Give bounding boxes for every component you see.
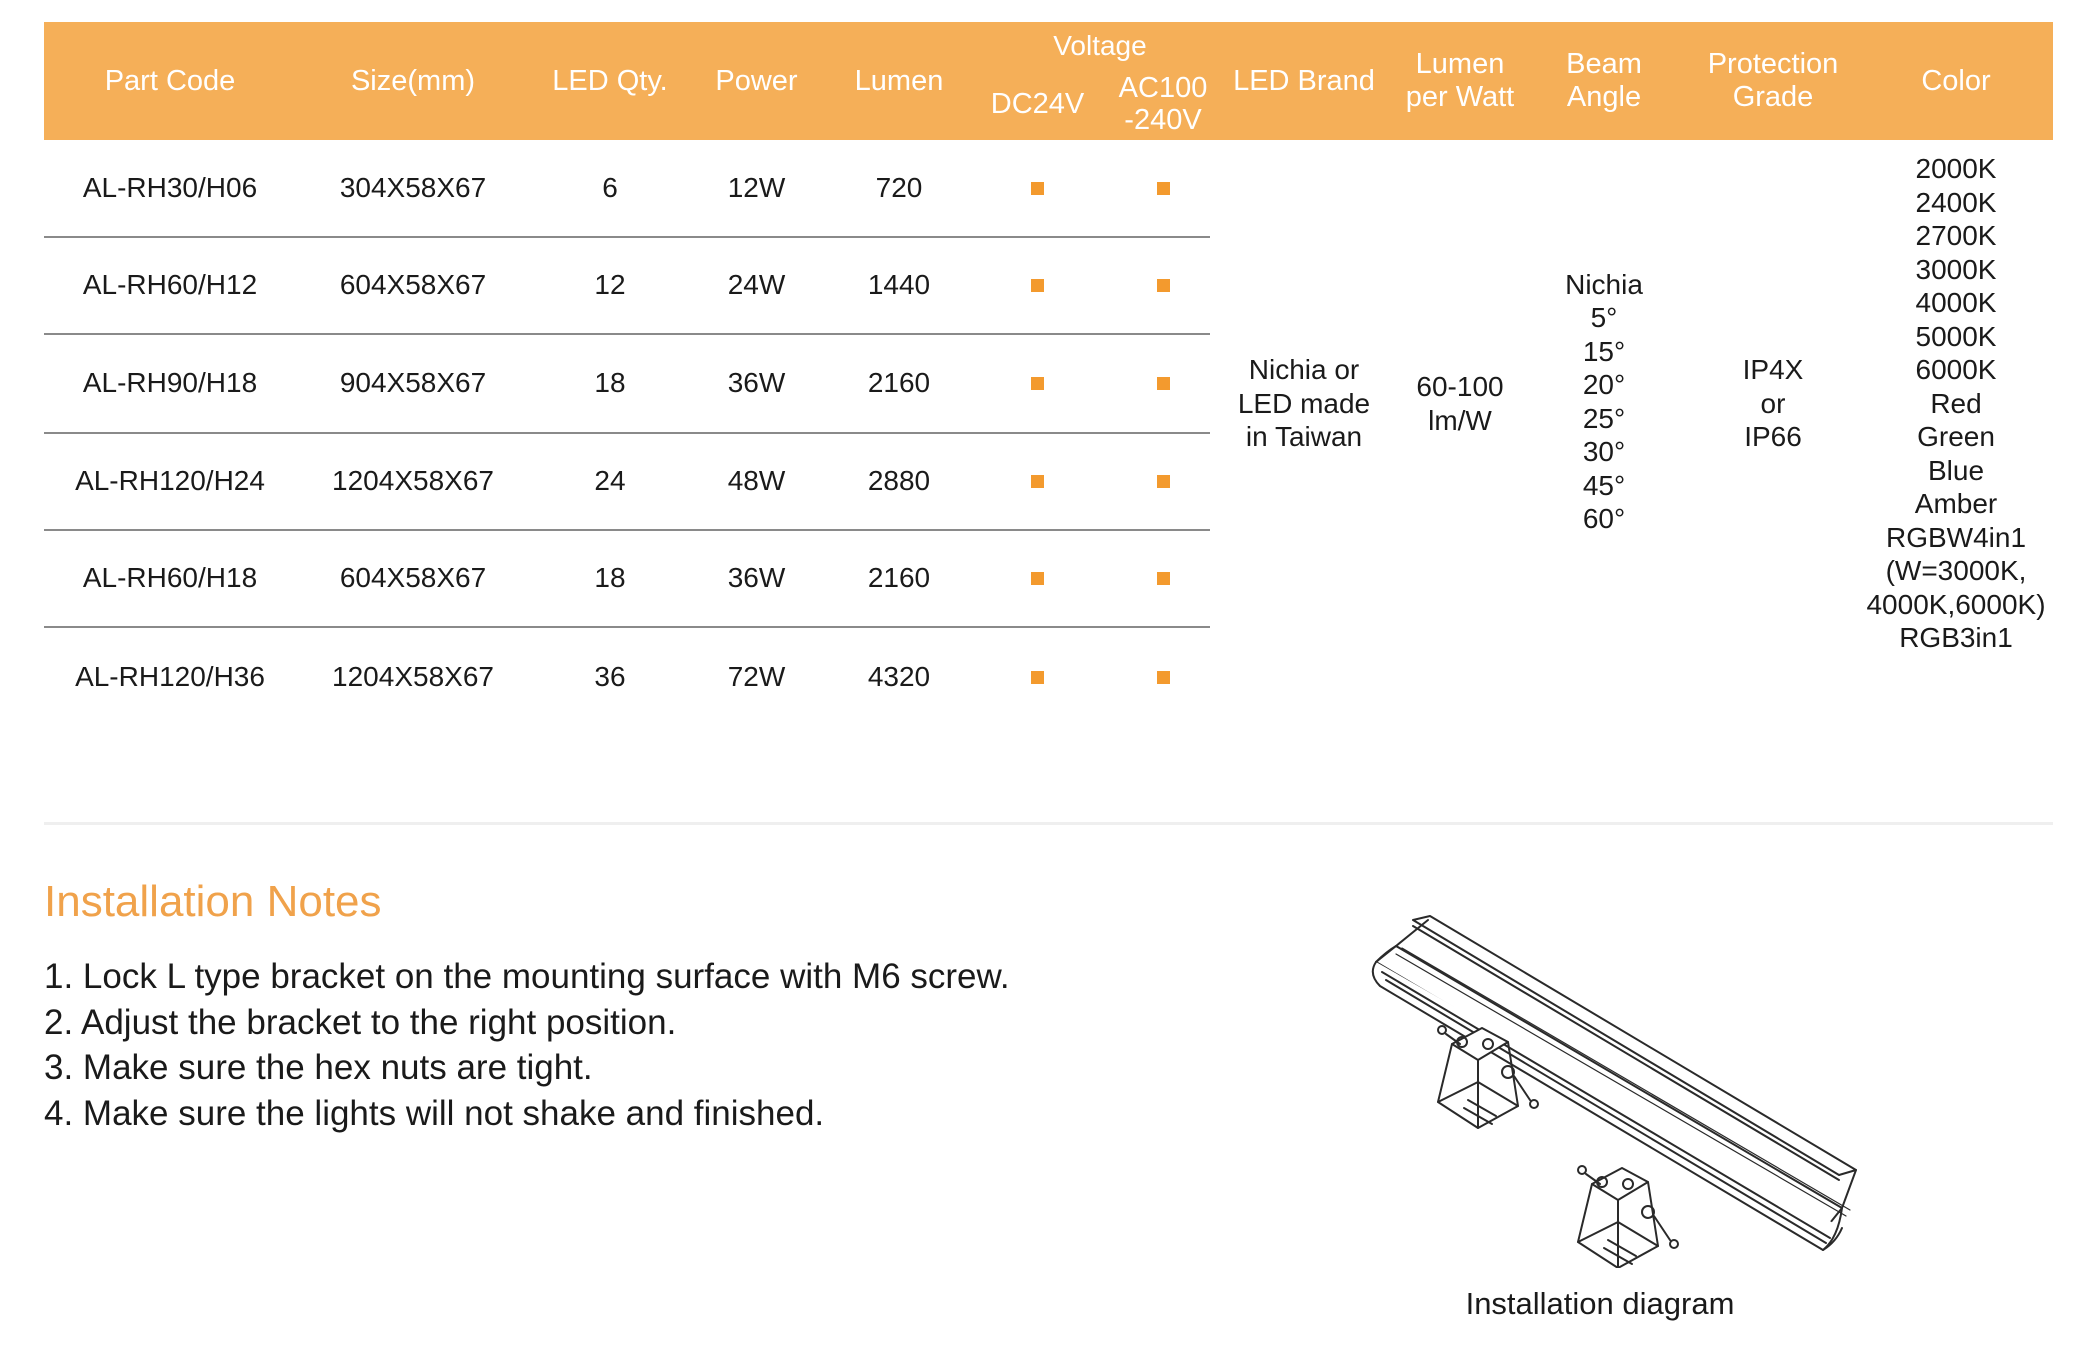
list-item: 3. Make sure the hex nuts are tight. xyxy=(44,1048,593,1087)
available-marker xyxy=(1031,377,1044,390)
cell-ac-voltage xyxy=(1100,140,1226,236)
cell-color: 2000K 2400K 2700K 3000K 4000K 5000K 6000K Red Green Blue Amber RGBW4in1 (W=3000K, 4000K,6000K) RGB3in1 xyxy=(1866,153,2046,654)
available-marker xyxy=(1031,572,1044,585)
table-row xyxy=(44,433,1210,529)
cell-beam-angle: Nichia 5° 15° 20° 25° 30° 45° 60° xyxy=(1565,268,1643,534)
header-part-code: Part Code xyxy=(104,64,236,97)
cell-dc24v xyxy=(975,530,1100,626)
cell-size: 1204X58X67 xyxy=(332,465,494,496)
cell-led-qty: 36 xyxy=(594,661,626,692)
header-voltage: Voltage xyxy=(1053,30,1147,61)
available-marker xyxy=(1031,182,1044,195)
cell-power: 48W xyxy=(727,465,786,496)
cell-led-qty: 18 xyxy=(594,562,626,593)
table-row xyxy=(44,530,1210,626)
cell-lumen: 2160 xyxy=(867,367,931,398)
header-ac-voltage: AC100 -240V xyxy=(1118,72,1208,136)
cell-part-code: AL-RH90/H18 xyxy=(82,367,258,398)
cell-ac-voltage xyxy=(1100,237,1226,333)
cell-size: 904X58X67 xyxy=(339,367,487,398)
cell-dc24v xyxy=(975,237,1100,333)
list-item: 4. Make sure the lights will not shake and finished. xyxy=(44,1093,825,1133)
cell-part-code: AL-RH120/H36 xyxy=(75,661,265,692)
cell-power: 36W xyxy=(727,367,786,398)
cell-led-qty: 18 xyxy=(594,367,626,398)
cell-part-code: AL-RH30/H06 xyxy=(82,172,258,203)
available-marker xyxy=(1031,671,1044,684)
list-item: 2. Adjust the bracket to the right position. xyxy=(44,1002,677,1042)
cell-size: 1204X58X67 xyxy=(332,661,494,692)
cell-lumen: 2880 xyxy=(867,465,931,496)
cell-dc24v xyxy=(975,433,1100,529)
header-size: Size(mm) xyxy=(350,64,476,97)
cell-size: 604X58X67 xyxy=(339,562,487,593)
header-power: Power xyxy=(715,64,798,97)
spec-table xyxy=(44,22,2053,695)
cell-power: 24W xyxy=(727,269,786,300)
cell-part-code: AL-RH120/H24 xyxy=(75,465,265,496)
available-marker xyxy=(1157,182,1170,195)
installation-steps xyxy=(44,954,1010,1136)
available-marker xyxy=(1157,377,1170,390)
table-body xyxy=(44,140,2053,695)
cell-power: 12W xyxy=(727,172,786,203)
cell-led-qty: 12 xyxy=(594,269,626,300)
cell-lumen: 4320 xyxy=(867,661,931,692)
header-led-brand: LED Brand xyxy=(1233,64,1375,97)
header-lumen-per-watt: Lumen per Watt xyxy=(1405,48,1515,113)
available-marker xyxy=(1031,475,1044,488)
cell-dc24v xyxy=(975,140,1100,236)
available-marker xyxy=(1031,279,1044,292)
cell-lumen: 2160 xyxy=(867,562,931,593)
bracket-right xyxy=(1578,1166,1678,1268)
section-divider xyxy=(44,822,2053,825)
cell-dc24v xyxy=(975,627,1100,727)
cell-led-qty: 6 xyxy=(602,172,618,203)
header-beam-angle: Beam Angle xyxy=(1566,48,1642,113)
cell-size: 304X58X67 xyxy=(339,172,487,203)
diagram-caption: Installation diagram xyxy=(1465,1286,1735,1321)
installation-title: Installation Notes xyxy=(44,877,382,926)
cell-protection-grade: IP4X or IP66 xyxy=(1742,354,1804,453)
cell-part-code: AL-RH60/H12 xyxy=(82,269,258,300)
installation-diagram-illustration xyxy=(1368,912,1868,1268)
list-item: 1. Lock L type bracket on the mounting surface with M6 screw. xyxy=(44,957,1010,996)
cell-power: 36W xyxy=(727,562,786,593)
cell-ac-voltage xyxy=(1100,627,1226,727)
cell-dc24v xyxy=(975,334,1100,432)
cell-lumen: 1440 xyxy=(867,269,931,300)
cell-led-brand: Nichia or LED made in Taiwan xyxy=(1237,354,1371,453)
table-row xyxy=(44,627,1210,727)
header-led-qty: LED Qty. xyxy=(552,64,668,97)
header-lumen: Lumen xyxy=(854,64,944,97)
table-row xyxy=(44,140,1210,236)
cell-lumen-per-watt: 60-100 lm/W xyxy=(1416,371,1504,436)
available-marker xyxy=(1157,671,1170,684)
table-row xyxy=(44,334,1210,432)
table-row xyxy=(44,237,1210,333)
available-marker xyxy=(1157,279,1170,292)
available-marker xyxy=(1157,572,1170,585)
available-marker xyxy=(1157,475,1170,488)
cell-size: 604X58X67 xyxy=(339,269,487,300)
cell-part-code: AL-RH60/H18 xyxy=(82,562,258,593)
table-header xyxy=(44,22,2053,140)
header-protection-grade: Protection Grade xyxy=(1707,48,1839,113)
cell-led-qty: 24 xyxy=(594,465,626,496)
header-dc24v: DC24V xyxy=(990,88,1085,120)
header-color: Color xyxy=(1921,64,1991,97)
cell-lumen: 720 xyxy=(875,172,923,203)
cell-ac-voltage xyxy=(1100,433,1226,529)
cell-ac-voltage xyxy=(1100,530,1226,626)
cell-ac-voltage xyxy=(1100,334,1226,432)
cell-power: 72W xyxy=(727,661,786,692)
